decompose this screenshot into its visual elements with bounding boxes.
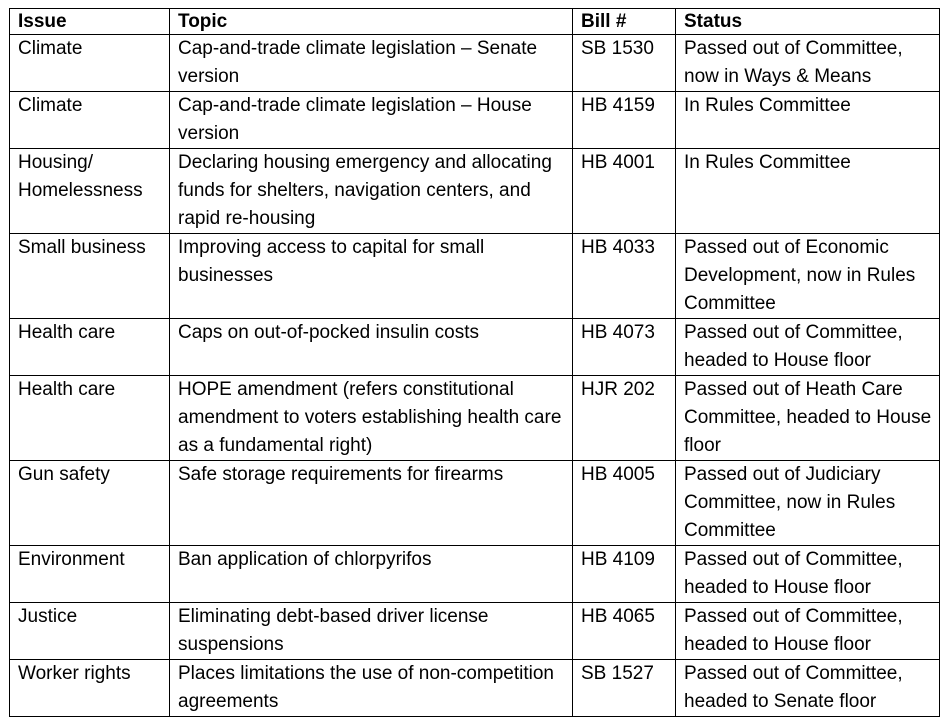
cell-topic: Improving access to capital for small businesses — [170, 234, 573, 319]
cell-bill: HB 4033 — [573, 234, 676, 319]
table-row — [10, 149, 940, 234]
cell-status: Passed out of Committee, headed to House floor — [676, 603, 940, 660]
cell-issue: Housing/ Homelessness — [10, 149, 170, 234]
legislation-table — [9, 8, 940, 717]
cell-topic: Safe storage requirements for firearms — [170, 461, 573, 546]
cell-bill: HB 4073 — [573, 319, 676, 376]
cell-status: Passed out of Committee, headed to House floor — [676, 319, 940, 376]
cell-status: Passed out of Committee, now in Ways & Means — [676, 35, 940, 92]
table-row — [10, 660, 940, 717]
cell-bill: HB 4001 — [573, 149, 676, 234]
cell-topic: HOPE amendment (refers constitutional amendment to voters establishing health care as a fundamental right) — [170, 376, 573, 461]
cell-issue: Justice — [10, 603, 170, 660]
cell-bill: SB 1530 — [573, 35, 676, 92]
cell-status: In Rules Committee — [676, 149, 940, 234]
cell-issue: Worker rights — [10, 660, 170, 717]
cell-issue: Environment — [10, 546, 170, 603]
cell-topic: Caps on out-of-pocked insulin costs — [170, 319, 573, 376]
cell-issue: Gun safety — [10, 461, 170, 546]
cell-issue: Health care — [10, 376, 170, 461]
table-row — [10, 376, 940, 461]
cell-status: Passed out of Committee, headed to Senate floor — [676, 660, 940, 717]
table-row — [10, 603, 940, 660]
header-bill: Bill # — [573, 9, 676, 35]
cell-bill: HB 4065 — [573, 603, 676, 660]
cell-status: In Rules Committee — [676, 92, 940, 149]
cell-bill: SB 1527 — [573, 660, 676, 717]
table-row — [10, 234, 940, 319]
header-issue: Issue — [10, 9, 170, 35]
table-row — [10, 92, 940, 149]
table-row — [10, 35, 940, 92]
cell-issue: Small business — [10, 234, 170, 319]
cell-topic: Cap-and-trade climate legislation – House version — [170, 92, 573, 149]
cell-status: Passed out of Judiciary Committee, now in Rules Committee — [676, 461, 940, 546]
header-topic: Topic — [170, 9, 573, 35]
cell-topic: Places limitations the use of non-competition agreements — [170, 660, 573, 717]
cell-issue: Climate — [10, 35, 170, 92]
table-row — [10, 461, 940, 546]
cell-status: Passed out of Committee, headed to House floor — [676, 546, 940, 603]
cell-topic: Cap-and-trade climate legislation – Senate version — [170, 35, 573, 92]
header-row — [10, 9, 940, 35]
table-row — [10, 319, 940, 376]
cell-status: Passed out of Economic Development, now in Rules Committee — [676, 234, 940, 319]
header-status: Status — [676, 9, 940, 35]
cell-issue: Climate — [10, 92, 170, 149]
cell-status: Passed out of Heath Care Committee, headed to House floor — [676, 376, 940, 461]
cell-topic: Declaring housing emergency and allocating funds for shelters, navigation centers, and rapid re-housing — [170, 149, 573, 234]
cell-topic: Eliminating debt-based driver license suspensions — [170, 603, 573, 660]
cell-bill: HB 4109 — [573, 546, 676, 603]
cell-topic: Ban application of chlorpyrifos — [170, 546, 573, 603]
table-row — [10, 546, 940, 603]
cell-bill: HJR 202 — [573, 376, 676, 461]
cell-bill: HB 4005 — [573, 461, 676, 546]
cell-bill: HB 4159 — [573, 92, 676, 149]
cell-issue: Health care — [10, 319, 170, 376]
